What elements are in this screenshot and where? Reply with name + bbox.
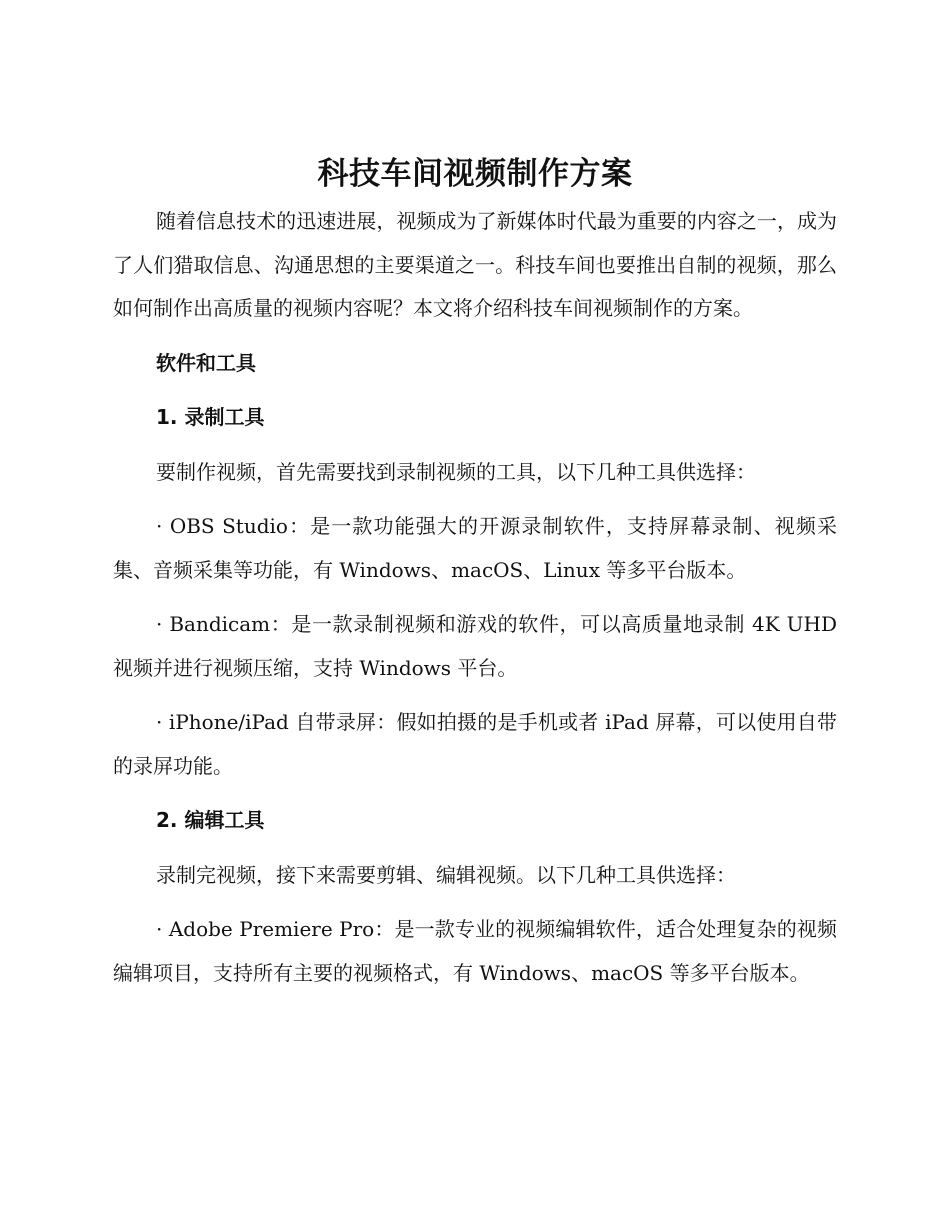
- subsection-heading-recording-tools: 1. 录制工具: [156, 405, 265, 429]
- list-item-bandicam: · Bandicam：是一款录制视频和游戏的软件，可以高质量地录制 4K UHD 视频并进行视频压缩，支持 Windows 平台。: [113, 612, 837, 680]
- recording-lead-paragraph: 要制作视频，首先需要找到录制视频的工具，以下几种工具供选择：: [156, 459, 756, 484]
- document-body: [113, 148, 837, 995]
- intro-paragraph: 随着信息技术的迅速进展，视频成为了新媒体时代最为重要的内容之一，成为了人们猎取信息、沟通思想的主要渠道之一。科技车间也要推出自制的视频，那么如何制作出高质量的视频内容呢？本文将介绍科技车间视频制作的方案。: [113, 209, 837, 320]
- document-title: 科技车间视频制作方案: [317, 156, 633, 192]
- list-item-adobe-premiere-pro: · Adobe Premiere Pro：是一款专业的视频编辑软件，适合处理复杂的视频编辑项目，支持所有主要的视频格式，有 Windows、macOS 等多平台版本。: [113, 917, 837, 985]
- subsection-heading-editing-tools: 2. 编辑工具: [156, 808, 265, 832]
- editing-lead-paragraph: 录制完视频，接下来需要剪辑、编辑视频。以下几种工具供选择：: [156, 862, 736, 887]
- section-heading-software-tools: 软件和工具: [156, 350, 256, 375]
- list-item-ios-screen-recording: · iPhone/iPad 自带录屏：假如拍摄的是手机或者 iPad 屏幕，可以使用自带的录屏功能。: [113, 710, 837, 778]
- list-item-obs-studio: · OBS Studio：是一款功能强大的开源录制软件，支持屏幕录制、视频采集、音频采集等功能，有 Windows、macOS、Linux 等多平台版本。: [113, 514, 837, 582]
